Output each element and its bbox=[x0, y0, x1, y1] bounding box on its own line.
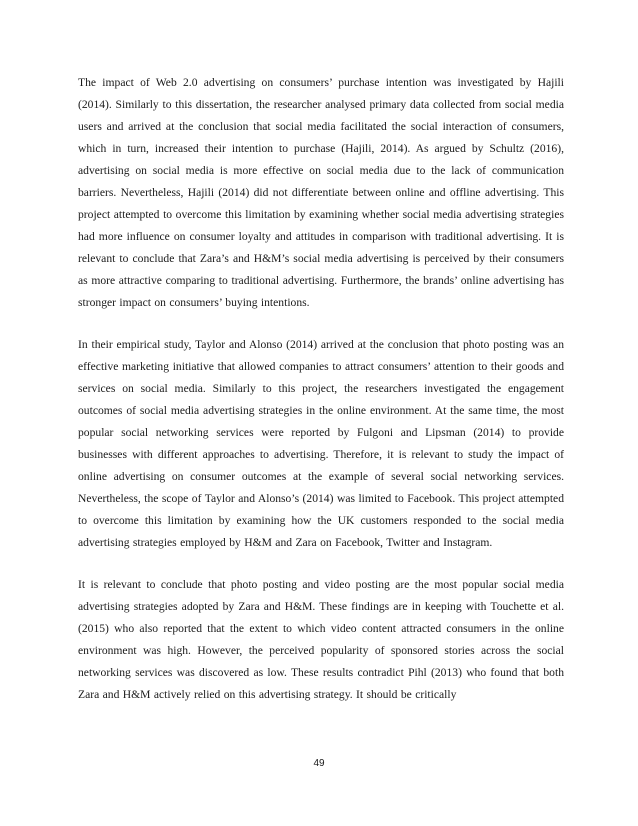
paragraph-3: It is relevant to conclude that photo posting and video posting are the most popular social media advertising strategies adopted by Zara and H&M. These findings are in keeping with Touchette et al. (2015) who also reported that the extent to which video content attracted consumers in the online environment was high. However, the perceived popularity of sponsored stories across the social networking services was discovered as low. These results contradict Pihl (2013) who found that both Zara and H&M actively relied on this advertising strategy. It should be critically bbox=[78, 578, 564, 701]
paragraph-2: In their empirical study, Taylor and Alonso (2014) arrived at the conclusion that photo posting was an effective marketing initiative that allowed companies to attract consumers’ attention to their goods and services on social media. Similarly to this project, the researchers investigated the engagement outcomes of social media advertising strategies in the online environment. At the same time, the most popular social networking services were reported by Fulgoni and Lipsman (2014) to provide businesses with different approaches to advertising. Therefore, it is relevant to study the impact of online advertising on consumer outcomes at the example of several social networking services. Nevertheless, the scope of Taylor and Alonso’s (2014) was limited to Facebook. This project attempted to overcome this limitation by examining how the UK customers responded to the social media advertising strategies employed by H&M and Zara on Facebook, Twitter and Instagram. bbox=[78, 338, 564, 549]
body-text bbox=[78, 72, 564, 726]
page-number: 49 bbox=[313, 758, 325, 769]
paragraph-1: The impact of Web 2.0 advertising on consumers’ purchase intention was investigated by Hajili (2014). Similarly to this dissertation, the researcher analysed primary data collected from social media users and arrived at the conclusion that social media facilitated the social interaction of consumers, which in turn, increased their intention to purchase (Hajili, 2014). As argued by Schultz (2016), advertising on social media is more effective on social media due to the lack of communication barriers. Nevertheless, Hajili (2014) did not differentiate between online and offline advertising. This project attempted to overcome this limitation by examining whether social media advertising strategies had more influence on consumer loyalty and attitudes in comparison with traditional advertising. It is relevant to conclude that Zara’s and H&M’s social media advertising is perceived by their consumers as more attractive comparing to traditional advertising. Furthermore, the brands’ online advertising has stronger impact on consumers’ buying intentions. bbox=[78, 76, 564, 309]
